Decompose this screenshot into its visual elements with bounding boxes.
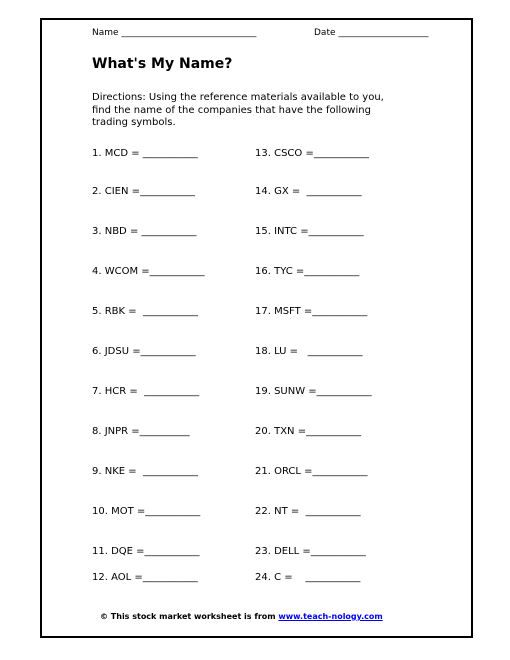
worksheet-title: What's My Name? [92, 56, 233, 72]
question-item: 9. NKE = ___________ [92, 466, 198, 477]
question-item: 22. NT = ___________ [255, 506, 361, 517]
question-item: 2. CIEN =___________ [92, 186, 196, 197]
question-item: 11. DQE =___________ [92, 546, 200, 557]
question-item: 6. JDSU =___________ [92, 346, 196, 357]
question-item: 12. AOL =___________ [92, 572, 198, 583]
question-item: 21. ORCL =___________ [255, 466, 368, 477]
question-item: 3. NBD = ___________ [92, 226, 197, 237]
question-item: 18. LU = ___________ [255, 346, 363, 357]
question-item: 7. HCR = ___________ [92, 386, 200, 397]
name-field-label: Name ______________________________ [92, 28, 257, 38]
question-item: 13. CSCO =___________ [255, 148, 369, 159]
question-item: 24. C = ___________ [255, 572, 361, 583]
question-item: 23. DELL =___________ [255, 546, 366, 557]
question-item: 5. RBK = ___________ [92, 306, 199, 317]
question-item: 15. INTC =___________ [255, 226, 364, 237]
directions-line: find the name of the companies that have the following [92, 104, 371, 116]
question-item: 10. MOT =___________ [92, 506, 201, 517]
directions-line: Directions: Using the reference materials available to you, [92, 92, 384, 103]
footer-link[interactable]: www.teach-nology.com [278, 612, 383, 621]
question-item: 14. GX = ___________ [255, 186, 362, 197]
question-item: 16. TYC =___________ [255, 266, 360, 277]
footer-text: © This stock market worksheet is from [100, 612, 279, 621]
question-item: 19. SUNW =___________ [255, 386, 372, 397]
question-item: 1. MCD = ___________ [92, 148, 198, 159]
date-field-label: Date ____________________ [314, 28, 429, 38]
directions [92, 92, 422, 130]
question-item: 17. MSFT =___________ [255, 306, 368, 317]
question-item: 4. WCOM =___________ [92, 266, 205, 277]
directions-line: trading symbols. [92, 117, 176, 128]
question-item: 8. JNPR =__________ [92, 426, 190, 437]
question-item: 20. TXN =___________ [255, 426, 362, 437]
footer-credit [100, 612, 383, 621]
